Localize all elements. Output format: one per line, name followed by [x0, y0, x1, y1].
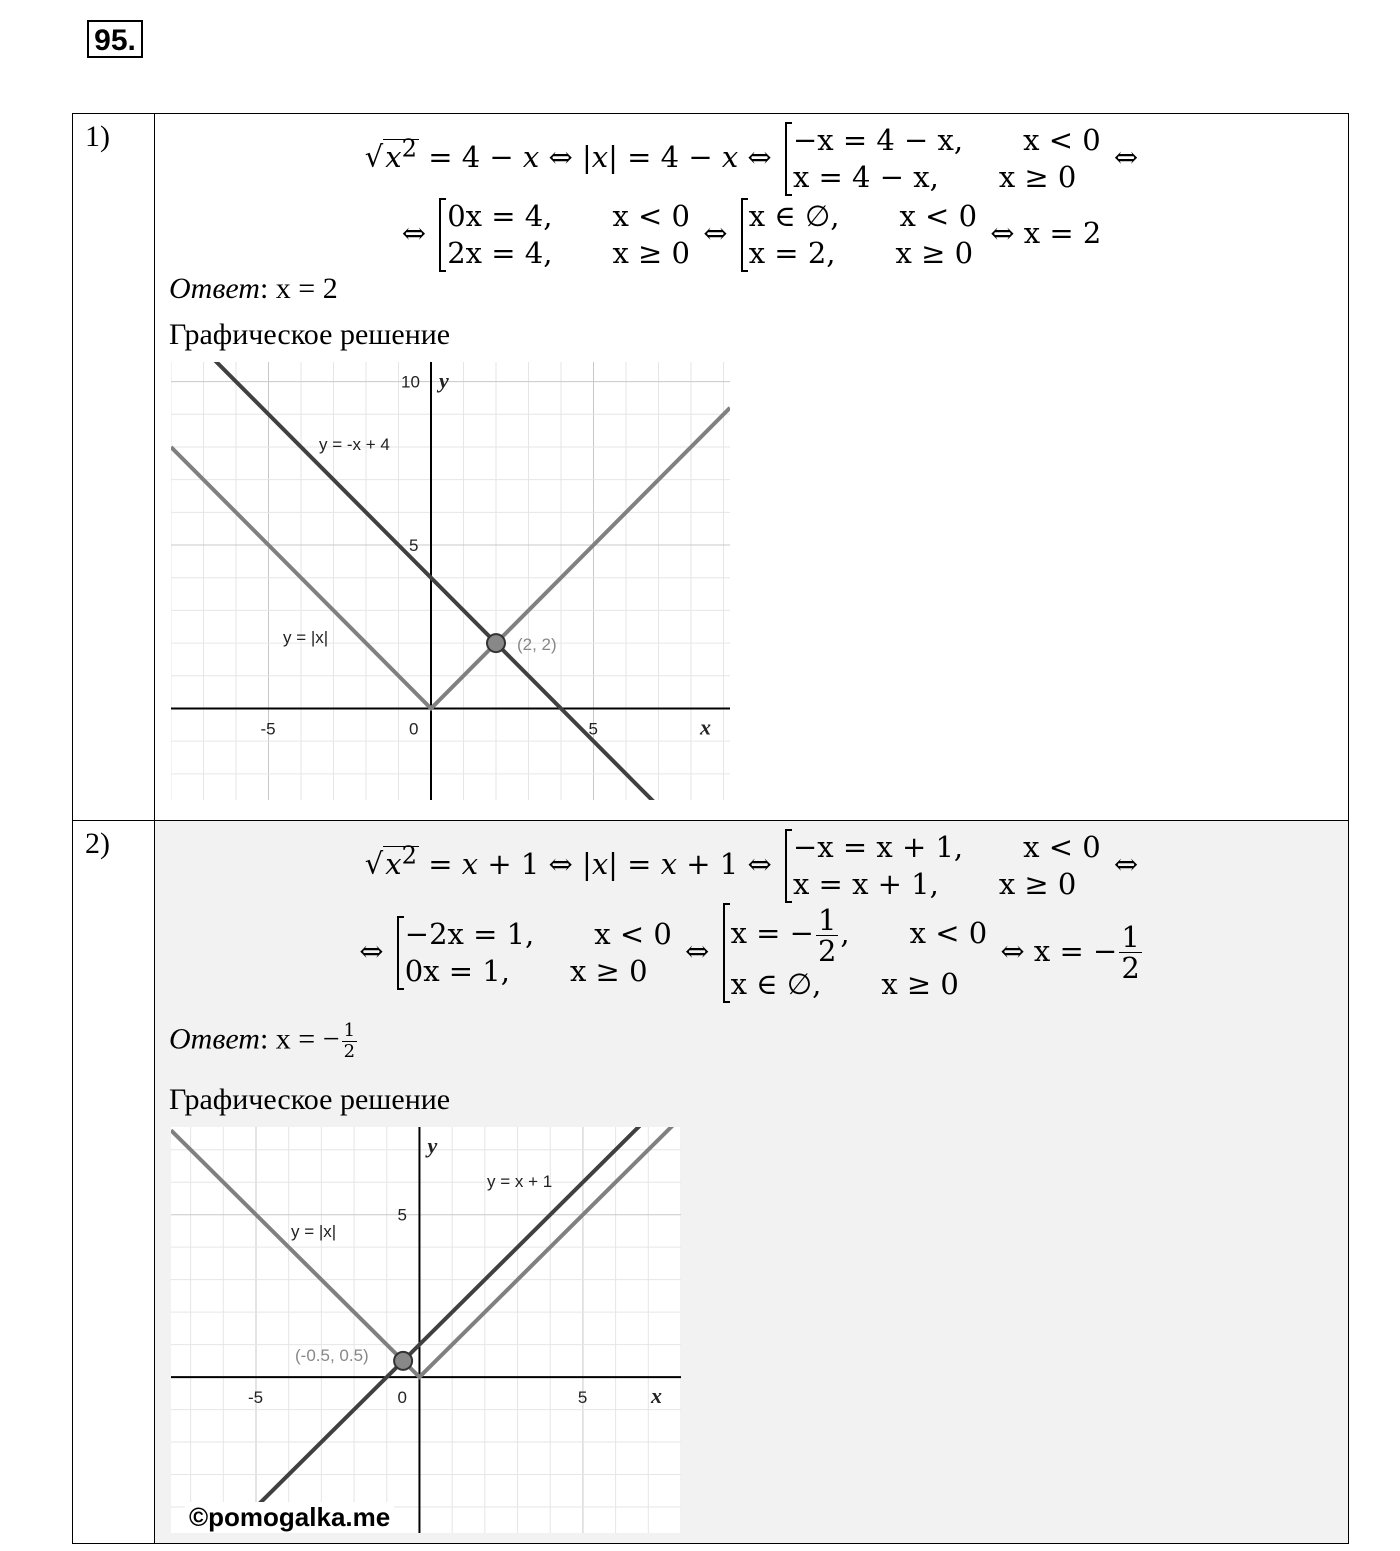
answer-1: Ответ: x = 2	[169, 272, 338, 305]
system-1c: x ∈ ∅, x < 0 x = 2, x ≥ 0	[741, 198, 977, 272]
abs-label: y = |x|	[283, 628, 329, 647]
part-number-2: 2)	[73, 821, 155, 1544]
graph-title-2: Графическое решение	[169, 1083, 451, 1116]
intersection-point	[394, 1352, 412, 1370]
tick-label-xm5: -5	[260, 719, 276, 739]
part-number-1: 1)	[73, 114, 155, 821]
graph-background	[171, 1127, 681, 1533]
point-label: (2, 2)	[517, 635, 557, 654]
tick-label-xm5: -5	[248, 1388, 264, 1408]
solution-row-1	[73, 114, 1349, 821]
problem-number: 95.	[87, 20, 143, 58]
tick-label-x0: 0	[409, 719, 419, 739]
tick-label-y5: 5	[397, 1205, 407, 1225]
equation-line-2: ⇔ 0x = 4, x < 0 2x = 4, x ≥ 0 ⇔ x ∈ ∅, x < 0 x = 2, x ≥ 0 ⇔ x = 2	[401, 199, 1102, 270]
y-axis-label: y	[427, 1133, 438, 1158]
solution-row-2	[73, 821, 1349, 1544]
intersection-point	[487, 634, 505, 652]
system-2b: −2x = 1, x < 0 0x = 1, x ≥ 0	[397, 916, 672, 990]
system-1b: 0x = 4, x < 0 2x = 4, x ≥ 0	[439, 198, 690, 272]
graph-title-1: Графическое решение	[169, 318, 451, 351]
tick-label-x0: 0	[397, 1388, 407, 1408]
answer-2: Ответ: x = − $\frac{1}{2}$	[169, 1020, 356, 1062]
solution-body-1	[155, 114, 1349, 821]
equation-line-1: $√x^2 = 4 - x$ ⇔ |x| = 4 − x ⇔ −x = 4 − x, x < 0 x = 4 − x, x ≥ 0 ⇔	[364, 123, 1139, 194]
solutions-table	[72, 113, 1349, 1544]
graph-2	[171, 1127, 681, 1533]
tick-label-y10: 10	[401, 372, 420, 392]
equation-line-4: ⇔ −2x = 1, x < 0 0x = 1, x ≥ 0 ⇔ x = − $\frac{1}{2}$ , x < 0 x ∈ ∅, x ≥ 0 ⇔ x = − $\frac{1}{2}$	[359, 902, 1140, 1001]
line-label: y = -x + 4	[319, 435, 390, 454]
solution-body-2	[155, 821, 1349, 1544]
equation-line-3: $√x^2 = x + 1$ ⇔ |x| = x + 1 ⇔ −x = x + 1, x < 0 x = x + 1, x ≥ 0 ⇔	[364, 830, 1139, 901]
system-2a: −x = x + 1, x < 0 x = x + 1, x ≥ 0	[785, 829, 1101, 903]
system-1a: −x = 4 − x, x < 0 x = 4 − x, x ≥ 0	[785, 122, 1101, 196]
x-axis-label: x	[700, 714, 711, 740]
tick-label-x5: 5	[577, 1388, 588, 1408]
graph-background	[171, 362, 730, 800]
tick-label-x5: 5	[588, 719, 598, 739]
line-label: y = x + 1	[487, 1172, 553, 1191]
x-axis-label: x	[651, 1383, 662, 1409]
y-axis-label: y	[439, 368, 449, 393]
tick-label-y5: 5	[409, 536, 419, 556]
graph-1	[171, 362, 730, 800]
system-2c: x = − $\frac{1}{2}$ , x < 0 x ∈ ∅, x ≥ 0	[723, 903, 988, 1003]
watermark: ©pomogalka.me	[185, 1502, 394, 1533]
abs-label: y = |x|	[291, 1222, 337, 1241]
point-label: (-0.5, 0.5)	[295, 1346, 369, 1365]
